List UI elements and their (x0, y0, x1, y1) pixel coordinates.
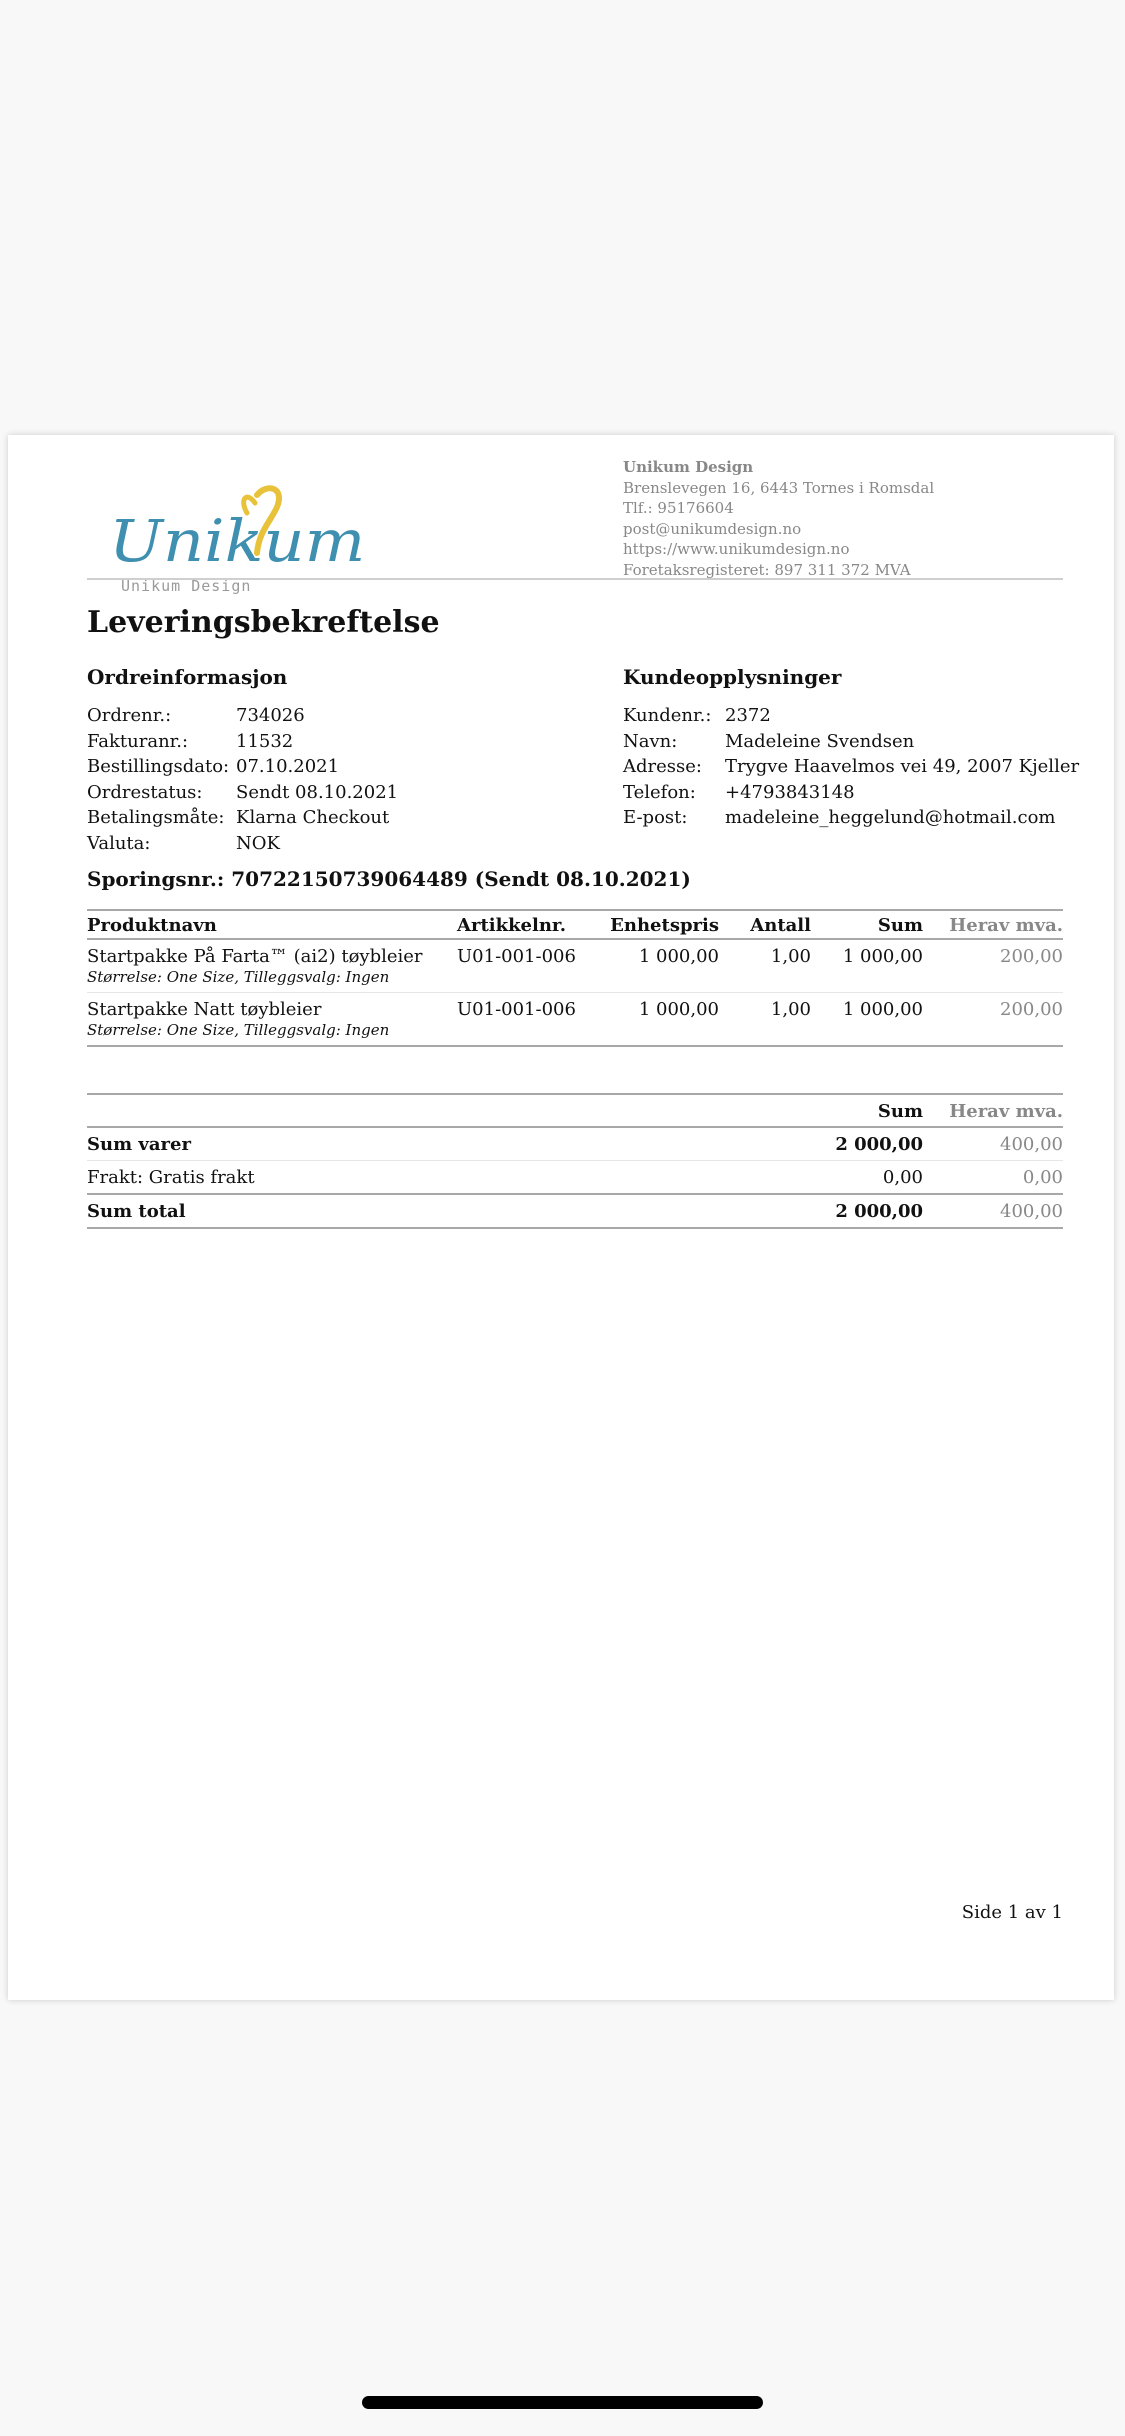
totals-col-vat: Herav mva. (923, 1094, 1063, 1127)
document-page (8, 435, 1114, 2000)
info-value: Sendt 08.10.2021 (236, 781, 399, 803)
info-label: Kundenr.: (623, 705, 712, 726)
vat-cell: 200,00 (1000, 946, 1063, 967)
totals-col-sum: Sum (811, 1094, 923, 1127)
col-unit-price: Enhetspris (597, 910, 719, 939)
quantity-cell: 1,00 (719, 993, 811, 1047)
customer-info-row (623, 780, 1079, 806)
totals-sum: 2 000,00 (811, 1194, 923, 1228)
info-value: 734026 (236, 705, 305, 726)
col-product: Produktnavn (87, 910, 457, 939)
info-label: Navn: (623, 730, 678, 752)
order-info-title: Ordreinformasjon (87, 665, 288, 689)
company-register: Foretaksregisteret: 897 311 372 MVA (623, 560, 911, 579)
unit-price-cell: 1 000,00 (638, 946, 719, 967)
totals-table (87, 1093, 1063, 1229)
company-website[interactable]: https://www.unikumdesign.no (623, 540, 850, 558)
totals-label: Frakt: Gratis frakt (87, 1161, 811, 1195)
col-article: Artikkelnr. (457, 910, 597, 939)
items-table (87, 909, 1063, 1047)
product-details: Størrelse: One Size, Tilleggsvalg: Ingen (87, 1021, 390, 1039)
customer-info-title: Kundeopplysninger (623, 665, 842, 689)
totals-row-total (87, 1194, 1063, 1228)
table-row (87, 939, 1063, 993)
totals-vat: 400,00 (923, 1194, 1063, 1228)
col-quantity: Antall (719, 910, 811, 939)
home-indicator[interactable] (362, 2396, 763, 2409)
table-row (87, 993, 1063, 1047)
product-name: Startpakke Natt tøybleier (87, 999, 322, 1020)
company-name: Unikum Design (623, 458, 754, 476)
info-label: Fakturanr.: (87, 730, 189, 752)
article-cell: U01-001-006 (457, 993, 597, 1047)
product-details: Størrelse: One Size, Tilleggsvalg: Ingen (87, 968, 390, 986)
info-value: Klarna Checkout (236, 807, 390, 828)
product-cell (87, 939, 457, 993)
company-phone: Tlf.: 95176604 (623, 499, 734, 517)
product-name: Startpakke På Farta™ (ai2) tøybleier (87, 946, 423, 967)
sum-cell: 1 000,00 (811, 993, 923, 1047)
totals-vat: 0,00 (923, 1161, 1063, 1195)
totals-label: Sum total (87, 1194, 811, 1228)
customer-info-row (623, 754, 1079, 780)
totals-label: Sum varer (87, 1134, 191, 1155)
totals-row-shipping (87, 1161, 1063, 1195)
order-info-row (87, 780, 398, 806)
totals-sum: 0,00 (811, 1161, 923, 1195)
info-value: 2372 (725, 705, 771, 726)
article-cell: U01-001-006 (457, 946, 576, 967)
customer-info-row (623, 703, 1079, 729)
customer-info-row (623, 805, 1079, 831)
items-table-header (87, 910, 1063, 939)
header-divider (87, 578, 1063, 580)
order-info (87, 703, 398, 856)
company-email[interactable]: post@unikumdesign.no (623, 519, 802, 538)
info-label: Adresse: (623, 756, 702, 777)
info-label: Betalingsmåte: (87, 807, 225, 828)
document-title: Leveringsbekreftelse (87, 605, 440, 640)
totals-row-goods (87, 1127, 1063, 1161)
company-logo (107, 473, 366, 595)
info-value[interactable]: madeleine_heggelund@hotmail.com (725, 807, 1056, 828)
totals-table-header (87, 1094, 1063, 1127)
order-info-row (87, 729, 398, 755)
customer-info-row (623, 729, 1079, 755)
totals-col-label (87, 1094, 811, 1127)
page-number: Side 1 av 1 (961, 1902, 1063, 1923)
order-info-row (87, 805, 398, 831)
info-value: Trygve Haavelmos vei 49, 2007 Kjeller (725, 756, 1080, 777)
tracking-number: Sporingsnr.: 70722150739064489 (Sendt 08.10.2021) (87, 867, 691, 891)
company-info (623, 457, 934, 580)
sum-cell: 1 000,00 (842, 946, 923, 967)
logo-subtitle: Unikum Design (121, 577, 252, 595)
info-value: NOK (236, 832, 280, 854)
unit-price-cell: 1 000,00 (597, 993, 719, 1047)
col-vat: Herav mva. (923, 910, 1063, 939)
order-info-row (87, 831, 398, 857)
col-sum: Sum (811, 910, 923, 939)
order-info-row (87, 703, 398, 729)
info-value: Madeleine Svendsen (725, 730, 915, 752)
company-address: Brenslevegen 16, 6443 Tornes i Romsdal (623, 478, 935, 497)
totals-sum: 2 000,00 (835, 1134, 923, 1155)
info-label: Ordrestatus: (87, 781, 203, 803)
logo-graphic (107, 473, 366, 576)
logo-text: Unikum (109, 508, 366, 576)
totals-vat: 400,00 (1000, 1134, 1063, 1155)
info-label: Telefon: (623, 781, 696, 803)
vat-cell: 200,00 (923, 993, 1063, 1047)
info-label: Bestillingsdato: (87, 756, 230, 777)
customer-info (623, 703, 1079, 831)
product-cell (87, 993, 457, 1047)
info-value: 07.10.2021 (236, 756, 340, 777)
quantity-cell: 1,00 (770, 946, 811, 967)
info-value[interactable]: +4793843148 (725, 781, 855, 803)
info-label: E-post: (623, 807, 688, 828)
info-value: 11532 (236, 730, 294, 752)
info-label: Valuta: (87, 832, 151, 854)
order-info-row (87, 754, 398, 780)
info-label: Ordrenr.: (87, 705, 172, 726)
